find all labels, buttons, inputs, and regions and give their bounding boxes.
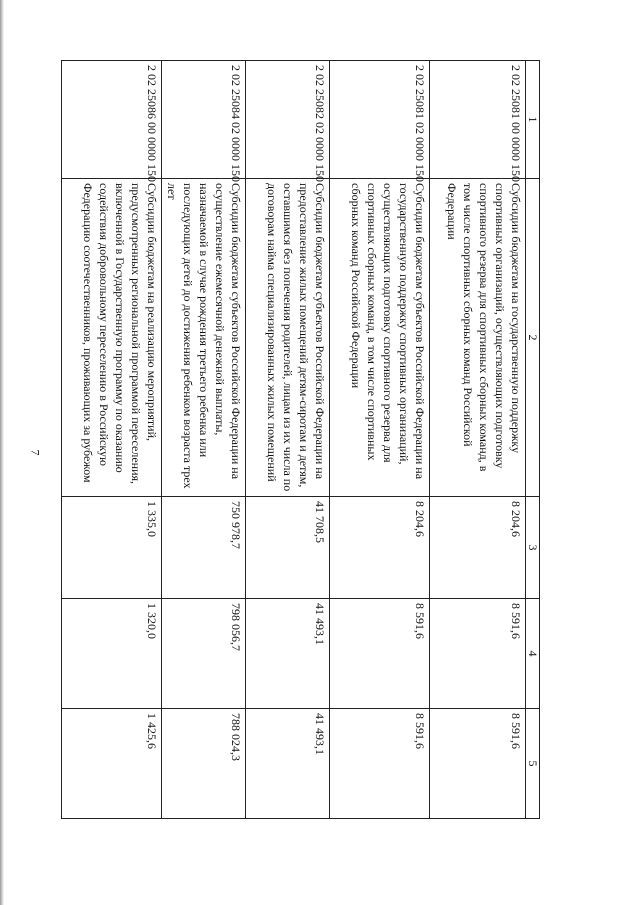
row-value-4: 8 591,6: [330, 599, 430, 709]
row-value-5: 1 425,6: [62, 709, 162, 819]
row-value-3: 8 204,6: [430, 497, 526, 599]
table-row: [430, 61, 526, 819]
row-value-3: 1 335,0: [62, 497, 162, 599]
row-name: Субсидии бюджетам субъектов Российской Федерации на осуществление ежемесячной денежной выплаты, назначаемой в случае рождения третьего ребенка или последующих детей до достижения ребенком возраста трех лет: [162, 179, 246, 497]
table-row: [330, 61, 430, 819]
row-value-4: 41 493,1: [246, 599, 330, 709]
row-name: Субсидии бюджетам на государственную поддержку спортивных организаций, осуществляющих подготовку спортивного резерва для спортивных сборных команд, в том числе спортивных сборных команд Российской Федерации: [430, 179, 526, 497]
row-value-4: 8 591,6: [430, 599, 526, 709]
row-value-5: 41 493,1: [246, 709, 330, 819]
row-name: Субсидии бюджетам субъектов Российской Федерации на предоставление жилых помещений детям-сиротам и детям, оставшимся без попечения родителей, лицам из их числа по договорам найма специализированных жилых помещений: [246, 179, 330, 497]
row-code: 2 02 25082 02 0000 150: [246, 61, 330, 179]
header-col-4: 4: [526, 599, 540, 709]
budget-table: [61, 60, 540, 819]
table-row: [162, 61, 246, 819]
row-value-3: 750 978,7: [162, 497, 246, 599]
header-col-5: 5: [526, 709, 540, 819]
rotated-table-container: [81, 60, 540, 818]
row-value-3: 41 708,5: [246, 497, 330, 599]
row-code: 2 02 25084 02 0000 150: [162, 61, 246, 179]
scan-edge-shadow: [0, 0, 4, 905]
row-code: 2 02 25081 00 0000 150: [430, 61, 526, 179]
row-value-4: 798 056,7: [162, 599, 246, 709]
row-code: 2 02 25086 00 0000 150: [62, 61, 162, 179]
row-name: Субсидии бюджетам на реализацию мероприятий, предусмотренных региональной программой переселения, включенной в Государственную программу по оказанию содействия добровольному переселению в Российскую Федерацию соотечественников, проживающих за рубежом: [62, 179, 162, 497]
row-value-4: 1 320,0: [62, 599, 162, 709]
header-col-3: 3: [526, 497, 540, 599]
row-code: 2 02 25081 02 0000 150: [330, 61, 430, 179]
header-col-2: 2: [526, 179, 540, 497]
row-value-5: 8 591,6: [430, 709, 526, 819]
row-name: Субсидии бюджетам субъектов Российской Федерации на государственную поддержку спортивных организаций, осуществляющих подготовку спортивного резерва для спортивных сборных команд, в том числе спортивных сборных команд Российской Федерации: [330, 179, 430, 497]
header-col-1: 1: [526, 61, 540, 179]
row-value-5: 8 591,6: [330, 709, 430, 819]
row-value-3: 8 204,6: [330, 497, 430, 599]
page-number: 7: [28, 449, 43, 456]
table-row: [62, 61, 162, 819]
row-value-5: 788 024,3: [162, 709, 246, 819]
table-row: [246, 61, 330, 819]
table-header-row: [526, 61, 540, 819]
